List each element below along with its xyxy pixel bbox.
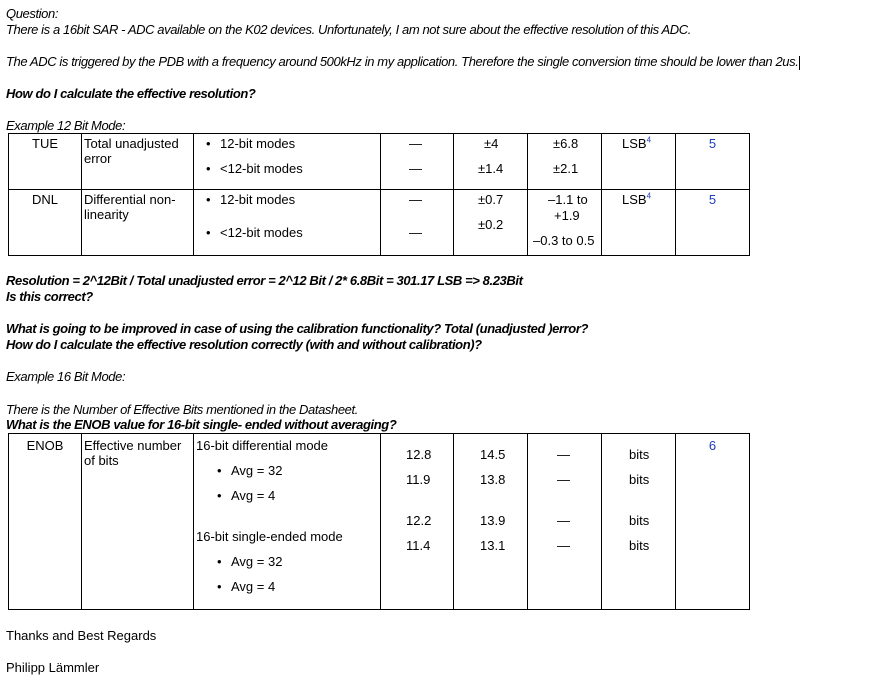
enob-max-3: — — [557, 513, 570, 528]
dnl-cond-2: • <12-bit modes — [220, 225, 303, 240]
dnl-unit-footnote: 4 — [646, 191, 652, 201]
enob-typ-2: 13.8 — [480, 472, 506, 487]
tue-symbol-cell — [9, 134, 82, 190]
group2-avg4: • Avg = 4 — [231, 579, 275, 594]
closing: Thanks and Best Regards — [6, 628, 157, 643]
dnl-symbol-cell — [9, 190, 82, 256]
enob-unit-3: bits — [629, 513, 650, 528]
tue-cond-1: • 12-bit modes — [220, 136, 295, 151]
dnl-note: 5 — [708, 192, 717, 207]
table-row-dnl — [9, 190, 750, 256]
enob-min-4: 11.4 — [406, 538, 431, 553]
enob-typ-4: 13.1 — [480, 538, 506, 553]
tue-min-2: — — [409, 161, 422, 176]
tue-symbol: TUE — [32, 136, 58, 151]
dnl-max-2: –0.3 to 0.5 — [533, 233, 595, 248]
dnl-desc-line2: linearity — [84, 207, 129, 222]
tue-max-2: ±2.1 — [553, 161, 579, 176]
group2-title: 16-bit single-ended mode — [196, 529, 343, 544]
enob-max-1: — — [557, 447, 570, 462]
tue-typ-1: ±4 — [484, 136, 499, 151]
resolution-line: Resolution = 2^12Bit / Total unadjusted error = 2^12 Bit / 2* 6.8Bit = 301.17 LSB => 8.23Bit — [6, 273, 523, 288]
intro-line-1: There is a 16bit SAR - ADC available on the K02 devices. Unfortunately, I am not sure about the effective resolution of this ADC. — [6, 22, 691, 37]
dnl-min-2: — — [409, 225, 422, 240]
dnl-unit — [604, 192, 673, 207]
spec-table-16bit — [8, 433, 750, 610]
dnl-typ-2: ±0.2 — [478, 217, 504, 232]
dnl-cond-1: • 12-bit modes — [220, 192, 295, 207]
signature: Philipp Lämmler — [6, 660, 100, 675]
table-row-tue — [9, 134, 750, 190]
enob-note-cell — [676, 434, 750, 610]
tue-typ-cell — [454, 134, 528, 190]
dnl-desc-cell — [82, 190, 194, 256]
dnl-max-1a: –1.1 to — [548, 192, 588, 207]
dnl-min-cell — [381, 190, 454, 256]
dnl-unit-text: LSB — [622, 192, 647, 207]
group1-title: 16-bit differential mode — [196, 438, 329, 453]
enob-min-1: 12.8 — [406, 447, 432, 462]
tue-cond-cell — [194, 134, 381, 190]
enob-typ-cell — [454, 434, 528, 610]
tue-desc-cell — [82, 134, 194, 190]
spec-table-12bit — [8, 133, 750, 256]
dnl-desc-line1: Differential non- — [84, 192, 176, 207]
tue-max-cell — [528, 134, 602, 190]
tue-desc-line1: Total unadjusted — [84, 136, 179, 151]
enob-symbol-cell — [9, 434, 82, 610]
tue-typ-2: ±1.4 — [478, 161, 504, 176]
dnl-cond-cell — [194, 190, 381, 256]
enob-desc-cell — [82, 434, 194, 610]
enob-max-4: — — [557, 538, 570, 553]
tue-min-1: — — [409, 136, 422, 151]
enob-unit-1: bits — [629, 447, 650, 462]
question-label: Question: — [6, 6, 59, 21]
dnl-min-1: — — [409, 192, 422, 207]
enob-min-3: 12.2 — [406, 513, 432, 528]
group1-avg4: • Avg = 4 — [231, 488, 275, 503]
enob-desc-line1: Effective number — [84, 438, 182, 453]
enob-max-cell — [528, 434, 602, 610]
example-12-label: Example 12 Bit Mode: — [6, 118, 126, 133]
question-3-line2: How do I calculate the effective resolution correctly (with and without calibration)? — [6, 337, 482, 352]
enob-desc-line2: of bits — [84, 453, 119, 468]
example-16-label: Example 16 Bit Mode: — [6, 369, 126, 384]
enob-unit-4: bits — [629, 538, 650, 553]
group1-avg32: • Avg = 32 — [231, 463, 282, 478]
table-row-enob — [9, 434, 750, 610]
tue-unit-footnote: 4 — [646, 135, 652, 145]
tue-unit-cell — [602, 134, 676, 190]
enob-typ-3: 13.9 — [480, 513, 506, 528]
dnl-typ-cell — [454, 190, 528, 256]
enob-typ-1: 14.5 — [480, 447, 506, 462]
dnl-unit-cell — [602, 190, 676, 256]
dnl-max-cell — [528, 190, 602, 256]
group2-avg32: • Avg = 32 — [231, 554, 282, 569]
tue-desc-line2: error — [84, 151, 112, 166]
tue-min-cell — [381, 134, 454, 190]
tue-unit — [604, 136, 673, 151]
dnl-note-cell — [676, 190, 750, 256]
question-2: Is this correct? — [6, 289, 93, 304]
enob-question: What is the ENOB value for 16-bit single- ended without averaging? — [6, 417, 397, 432]
text-cursor — [799, 56, 800, 70]
intro-line-2-text: The ADC is triggered by the PDB with a frequency around 500kHz in my application. Therefore the single conversion time should be lower than 2us. — [6, 54, 799, 69]
enob-cond-cell — [194, 434, 381, 610]
enob-min-2: 11.9 — [406, 472, 431, 487]
tue-unit-text: LSB — [622, 136, 647, 151]
tue-note: 5 — [708, 136, 717, 151]
enob-max-2: — — [557, 472, 570, 487]
enob-note: 6 — [708, 438, 717, 453]
dnl-typ-1: ±0.7 — [478, 192, 504, 207]
tue-max-1: ±6.8 — [553, 136, 579, 151]
enob-unit-2: bits — [629, 472, 650, 487]
enob-symbol: ENOB — [26, 438, 64, 453]
dnl-symbol: DNL — [31, 192, 58, 207]
enob-unit-cell — [602, 434, 676, 610]
enob-min-cell — [381, 434, 454, 610]
dnl-max-1b: +1.9 — [554, 208, 580, 223]
tue-cond-2: • <12-bit modes — [220, 161, 303, 176]
question-1: How do I calculate the effective resolution? — [6, 86, 256, 101]
tue-note-cell — [676, 134, 750, 190]
intro-line-2 — [6, 54, 800, 70]
question-3-line1: What is going to be improved in case of using the calibration functionality? Total (unadjusted )error? — [6, 321, 589, 336]
enob-intro: There is the Number of Effective Bits mentioned in the Datasheet. — [6, 402, 358, 417]
